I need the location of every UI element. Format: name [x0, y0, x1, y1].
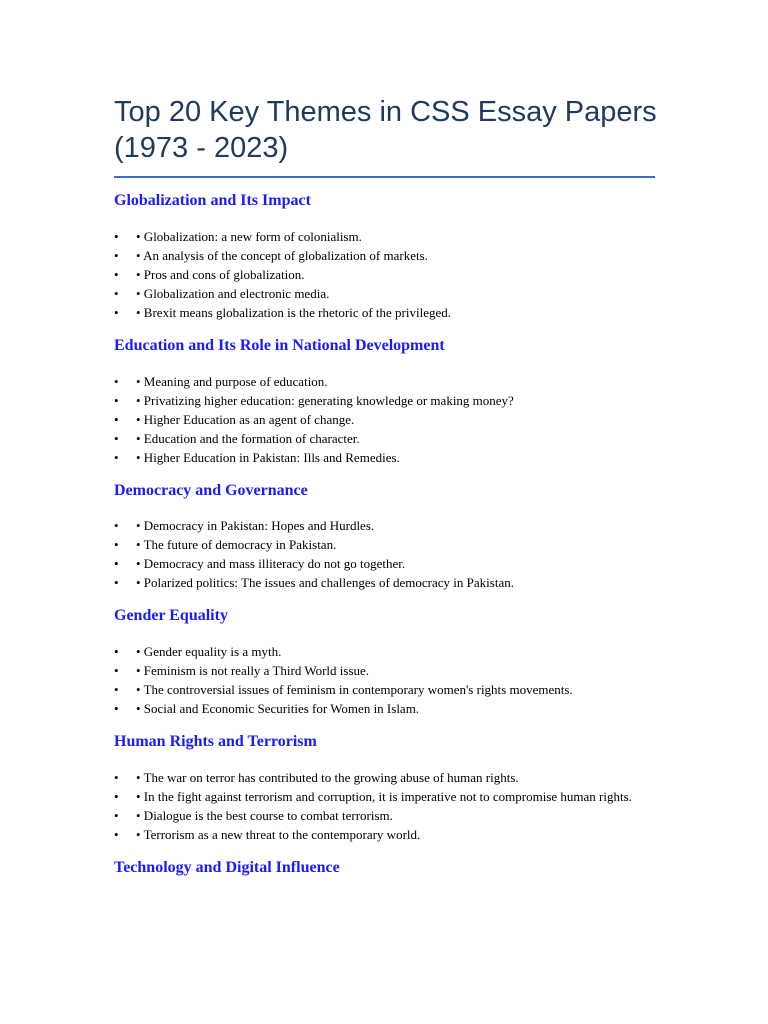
list-item-text: • Brexit means globalization is the rhetoric of the privileged.	[136, 305, 452, 320]
list-item-text: • Privatizing higher education: generating knowledge or making money?	[136, 393, 514, 408]
bullet-list	[114, 768, 768, 844]
section-technology	[114, 858, 768, 878]
list-item-text: • Dialogue is the best course to combat terrorism.	[136, 808, 393, 823]
section-heading: Human Rights and Terrorism	[114, 733, 317, 750]
bullet-icon: •	[114, 808, 119, 823]
list-item	[114, 535, 656, 554]
section-heading: Gender Equality	[114, 607, 228, 624]
bullet-icon: •	[114, 770, 119, 785]
list-item-text: • Globalization: a new form of colonialism.	[136, 229, 362, 244]
list-item	[114, 391, 656, 410]
list-item-text: • Globalization and electronic media.	[136, 286, 330, 301]
list-item-text: • Polarized politics: The issues and challenges of democracy in Pakistan.	[136, 575, 514, 590]
list-item-text: • Democracy in Pakistan: Hopes and Hurdles.	[136, 518, 375, 533]
section-education	[114, 336, 768, 467]
bullet-icon: •	[114, 412, 119, 427]
document-title: Top 20 Key Themes in CSS Essay Papers (1973 - 2023)	[114, 96, 657, 164]
list-item	[114, 768, 656, 787]
list-item	[114, 429, 656, 448]
list-item	[114, 642, 656, 661]
section-human-rights	[114, 732, 768, 844]
section-heading: Technology and Digital Influence	[114, 859, 340, 876]
list-item	[114, 661, 656, 680]
bullet-icon: •	[114, 827, 119, 842]
list-item	[114, 410, 656, 429]
list-item-text: • Higher Education as an agent of change.	[136, 412, 355, 427]
bullet-icon: •	[114, 575, 119, 590]
list-item	[114, 284, 656, 303]
list-item	[114, 825, 656, 844]
bullet-icon: •	[114, 267, 119, 282]
list-item	[114, 448, 656, 467]
bullet-list	[114, 642, 768, 718]
list-item-text: • The controversial issues of feminism in contemporary women's rights movements.	[136, 682, 573, 697]
list-item	[114, 699, 656, 718]
bullet-icon: •	[114, 393, 119, 408]
bullet-icon: •	[114, 556, 119, 571]
list-item	[114, 806, 656, 825]
bullet-list	[114, 372, 768, 467]
bullet-icon: •	[114, 431, 119, 446]
list-item-text: • Democracy and mass illiteracy do not go together.	[136, 556, 406, 571]
list-item	[114, 227, 656, 246]
section-heading: Democracy and Governance	[114, 482, 308, 499]
list-item-text: • Pros and cons of globalization.	[136, 267, 305, 282]
list-item-text: • Feminism is not really a Third World issue.	[136, 663, 370, 678]
section-democracy	[114, 481, 768, 592]
bullet-icon: •	[114, 305, 119, 320]
title-underline-rule	[114, 176, 655, 178]
section-heading: Globalization and Its Impact	[114, 192, 311, 209]
list-item-text: • In the fight against terrorism and corruption, it is imperative not to compromise human rights.	[136, 789, 632, 804]
list-item-text: • Social and Economic Securities for Women in Islam.	[136, 701, 420, 716]
bullet-icon: •	[114, 701, 119, 716]
list-item	[114, 246, 656, 265]
list-item-text: • Education and the formation of character.	[136, 431, 360, 446]
bullet-icon: •	[114, 248, 119, 263]
list-item-text: • An analysis of the concept of globalization of markets.	[136, 248, 428, 263]
list-item	[114, 516, 656, 535]
bullet-icon: •	[114, 518, 119, 533]
list-item-text: • Meaning and purpose of education.	[136, 374, 328, 389]
list-item-text: • Terrorism as a new threat to the contemporary world.	[136, 827, 421, 842]
bullet-icon: •	[114, 450, 119, 465]
section-gender-equality	[114, 606, 768, 718]
bullet-list	[114, 227, 768, 322]
bullet-icon: •	[114, 286, 119, 301]
section-globalization	[114, 191, 768, 322]
bullet-icon: •	[114, 374, 119, 389]
list-item	[114, 554, 656, 573]
bullet-icon: •	[114, 229, 119, 244]
bullet-icon: •	[114, 682, 119, 697]
bullet-icon: •	[114, 537, 119, 552]
list-item-text: • Higher Education in Pakistan: Ills and Remedies.	[136, 450, 400, 465]
list-item	[114, 787, 656, 806]
list-item	[114, 303, 656, 322]
bullet-icon: •	[114, 644, 119, 659]
list-item	[114, 680, 656, 699]
list-item-text: • Gender equality is a myth.	[136, 644, 282, 659]
section-heading: Education and Its Role in National Development	[114, 337, 445, 354]
list-item	[114, 265, 656, 284]
bullet-icon: •	[114, 663, 119, 678]
list-item-text: • The war on terror has contributed to the growing abuse of human rights.	[136, 770, 519, 785]
bullet-icon: •	[114, 789, 119, 804]
list-item-text: • The future of democracy in Pakistan.	[136, 537, 337, 552]
bullet-list	[114, 516, 768, 592]
list-item	[114, 372, 656, 391]
list-item	[114, 573, 656, 592]
